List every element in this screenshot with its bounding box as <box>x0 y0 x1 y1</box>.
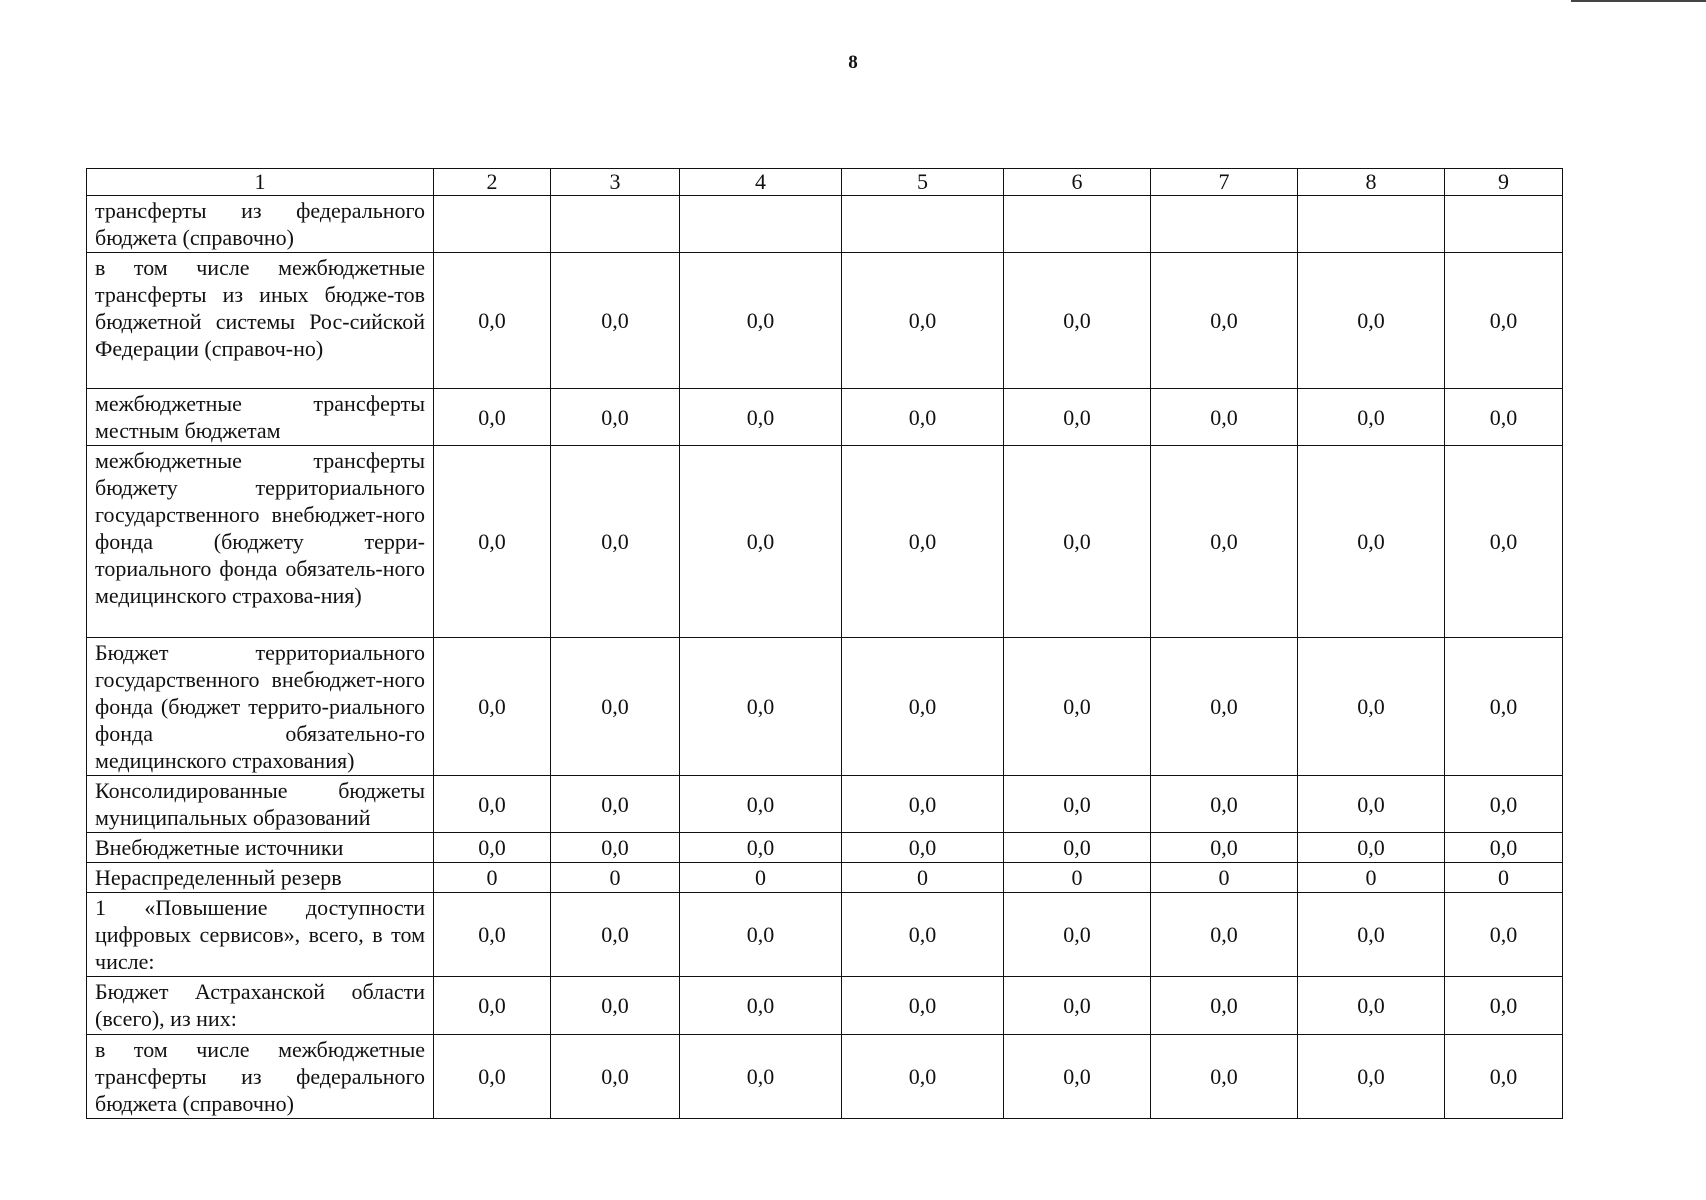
value-cell: 0,0 <box>434 776 551 833</box>
column-number-7: 7 <box>1151 169 1298 196</box>
value-cell: 0,0 <box>551 893 680 977</box>
column-number-2: 2 <box>434 169 551 196</box>
value-cell: 0,0 <box>434 977 551 1035</box>
value-cell: 0,0 <box>1004 389 1151 446</box>
table-row <box>87 446 1563 638</box>
value-cell: 0,0 <box>551 389 680 446</box>
scan-edge-mark <box>1571 0 1706 2</box>
value-cell: 0,0 <box>551 977 680 1035</box>
value-cell: 0,0 <box>1298 893 1445 977</box>
value-cell: 0,0 <box>551 638 680 776</box>
row-label: Внебюджетные источники <box>87 833 434 863</box>
value-cell: 0,0 <box>842 833 1004 863</box>
row-label: межбюджетные трансферты бюджету территориального государственного внебюджет-ного фонда (бюджету терри-ториального фонда обязатель-ного медицинского страхова-ния) <box>87 446 434 638</box>
column-number-8: 8 <box>1298 169 1445 196</box>
value-cell: 0,0 <box>680 977 842 1035</box>
value-cell: 0,0 <box>551 446 680 638</box>
value-cell: 0,0 <box>1445 389 1563 446</box>
value-cell: 0,0 <box>680 446 842 638</box>
value-cell: 0,0 <box>1004 776 1151 833</box>
value-cell: 0,0 <box>1298 253 1445 389</box>
value-cell: 0,0 <box>1151 893 1298 977</box>
table-row <box>87 196 1563 253</box>
value-cell: 0 <box>1445 863 1563 893</box>
row-label: в том числе межбюджетные трансферты из иных бюдже-тов бюджетной системы Рос-сийской Федерации (справоч-но) <box>87 253 434 389</box>
value-cell: 0,0 <box>1445 833 1563 863</box>
table-row <box>87 1035 1563 1119</box>
value-cell <box>1445 196 1563 253</box>
row-label: Бюджет территориального государственного внебюджет-ного фонда (бюджет террито-риального фонда обязательно-го медицинского страхования) <box>87 638 434 776</box>
value-cell: 0,0 <box>1298 776 1445 833</box>
value-cell: 0 <box>1004 863 1151 893</box>
value-cell: 0,0 <box>1298 638 1445 776</box>
table-row <box>87 833 1563 863</box>
table-row <box>87 977 1563 1035</box>
value-cell: 0,0 <box>1445 638 1563 776</box>
value-cell: 0,0 <box>1151 446 1298 638</box>
value-cell <box>434 196 551 253</box>
value-cell: 0,0 <box>1151 253 1298 389</box>
table-row <box>87 776 1563 833</box>
value-cell: 0,0 <box>1298 446 1445 638</box>
column-number-4: 4 <box>680 169 842 196</box>
value-cell: 0,0 <box>842 638 1004 776</box>
table-row <box>87 389 1563 446</box>
value-cell: 0,0 <box>1298 1035 1445 1119</box>
value-cell: 0,0 <box>1445 253 1563 389</box>
value-cell: 0,0 <box>842 776 1004 833</box>
value-cell: 0 <box>842 863 1004 893</box>
value-cell: 0 <box>1298 863 1445 893</box>
value-cell <box>842 196 1004 253</box>
column-number-9: 9 <box>1445 169 1563 196</box>
value-cell: 0,0 <box>434 253 551 389</box>
column-number-3: 3 <box>551 169 680 196</box>
column-number-1: 1 <box>87 169 434 196</box>
value-cell: 0,0 <box>1151 776 1298 833</box>
value-cell: 0,0 <box>1151 977 1298 1035</box>
value-cell: 0,0 <box>1151 389 1298 446</box>
value-cell: 0,0 <box>434 389 551 446</box>
row-label: в том числе межбюджетные трансферты из федерального бюджета (справочно) <box>87 1035 434 1119</box>
value-cell: 0,0 <box>551 776 680 833</box>
value-cell: 0,0 <box>1004 893 1151 977</box>
value-cell: 0,0 <box>1004 1035 1151 1119</box>
value-cell: 0,0 <box>680 833 842 863</box>
value-cell: 0,0 <box>680 776 842 833</box>
value-cell: 0,0 <box>1445 893 1563 977</box>
value-cell: 0,0 <box>551 1035 680 1119</box>
value-cell: 0,0 <box>434 446 551 638</box>
column-number-5: 5 <box>842 169 1004 196</box>
value-cell: 0,0 <box>842 893 1004 977</box>
value-cell: 0 <box>434 863 551 893</box>
value-cell <box>1298 196 1445 253</box>
table-row <box>87 638 1563 776</box>
value-cell: 0,0 <box>1004 638 1151 776</box>
value-cell: 0,0 <box>1004 833 1151 863</box>
value-cell: 0,0 <box>1298 389 1445 446</box>
table-row <box>87 863 1563 893</box>
page-number: 8 <box>848 52 858 73</box>
value-cell: 0,0 <box>1151 638 1298 776</box>
value-cell: 0,0 <box>1445 776 1563 833</box>
value-cell: 0,0 <box>842 977 1004 1035</box>
value-cell: 0,0 <box>1445 1035 1563 1119</box>
value-cell: 0,0 <box>1151 1035 1298 1119</box>
value-cell <box>1151 196 1298 253</box>
value-cell: 0,0 <box>1445 977 1563 1035</box>
value-cell: 0,0 <box>680 253 842 389</box>
value-cell: 0,0 <box>1298 977 1445 1035</box>
column-number-6: 6 <box>1004 169 1151 196</box>
value-cell: 0,0 <box>842 389 1004 446</box>
row-label: 1 «Повышение доступности цифровых сервисов», всего, в том числе: <box>87 893 434 977</box>
value-cell: 0 <box>1151 863 1298 893</box>
value-cell: 0,0 <box>842 253 1004 389</box>
value-cell <box>1004 196 1151 253</box>
value-cell: 0,0 <box>434 638 551 776</box>
value-cell: 0,0 <box>842 446 1004 638</box>
value-cell: 0 <box>680 863 842 893</box>
value-cell: 0,0 <box>551 253 680 389</box>
budget-table <box>86 168 1563 1119</box>
table-row <box>87 253 1563 389</box>
value-cell: 0,0 <box>680 893 842 977</box>
row-label: Нераспределенный резерв <box>87 863 434 893</box>
value-cell <box>551 196 680 253</box>
table-row <box>87 893 1563 977</box>
row-label: трансферты из федерального бюджета (справочно) <box>87 196 434 253</box>
value-cell: 0,0 <box>1004 977 1151 1035</box>
row-label: межбюджетные трансферты местным бюджетам <box>87 389 434 446</box>
value-cell: 0,0 <box>1151 833 1298 863</box>
value-cell: 0,0 <box>434 833 551 863</box>
value-cell: 0,0 <box>680 1035 842 1119</box>
row-label: Бюджет Астраханской области (всего), из них: <box>87 977 434 1035</box>
row-label: Консолидированные бюджеты муниципальных образований <box>87 776 434 833</box>
value-cell: 0,0 <box>434 893 551 977</box>
value-cell: 0,0 <box>680 638 842 776</box>
value-cell: 0,0 <box>1004 446 1151 638</box>
value-cell <box>680 196 842 253</box>
table-header-row <box>87 169 1563 196</box>
value-cell: 0,0 <box>1004 253 1151 389</box>
value-cell: 0,0 <box>551 833 680 863</box>
value-cell: 0 <box>551 863 680 893</box>
value-cell: 0,0 <box>1445 446 1563 638</box>
value-cell: 0,0 <box>1298 833 1445 863</box>
value-cell: 0,0 <box>434 1035 551 1119</box>
value-cell: 0,0 <box>680 389 842 446</box>
value-cell: 0,0 <box>842 1035 1004 1119</box>
